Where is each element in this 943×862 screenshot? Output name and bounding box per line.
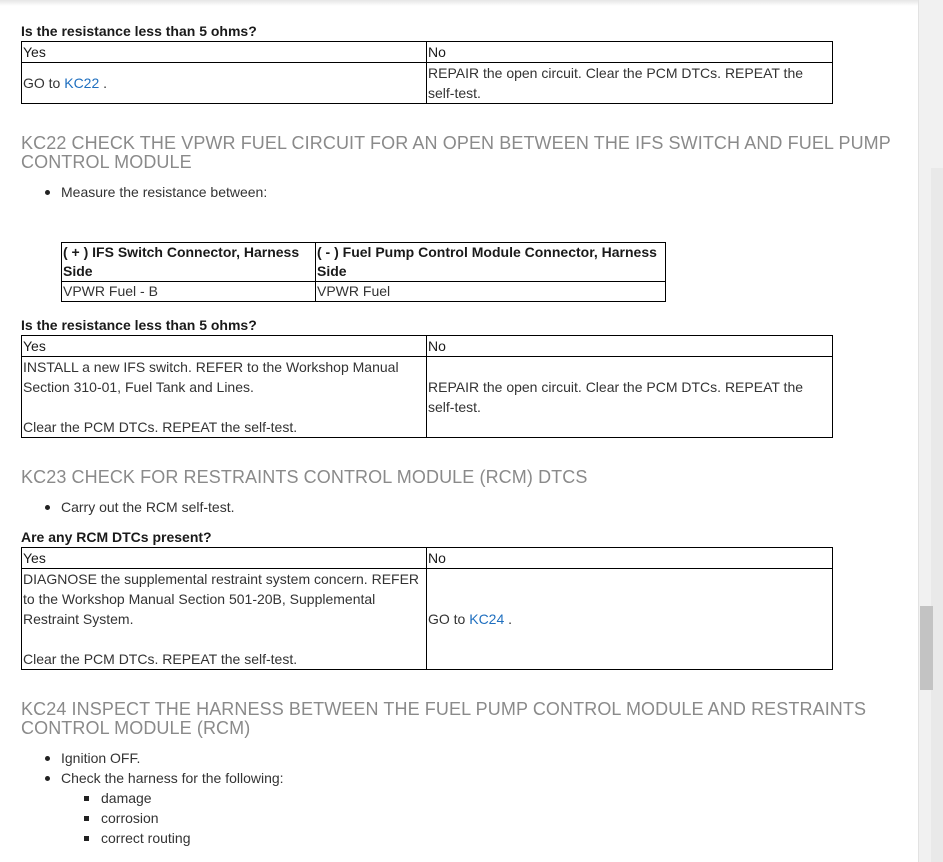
table-row	[22, 357, 833, 438]
no-header: No	[427, 548, 833, 569]
yes-cell	[22, 357, 427, 438]
kc23-bullets	[43, 497, 235, 517]
table-row	[62, 282, 666, 302]
meas-header-positive: ( + ) IFS Switch Connector, Harness Side	[62, 243, 316, 282]
meas-cell-negative: VPWR Fuel	[316, 282, 666, 302]
kc24-link[interactable]: KC24	[469, 611, 505, 627]
yes-text-line1: INSTALL a new IFS switch. REFER to the Workshop Manual Section 310-01, Fuel Tank and Lines.	[23, 359, 399, 395]
no-cell	[427, 569, 833, 670]
no-header: No	[427, 336, 833, 357]
table-header-row	[22, 336, 833, 357]
yes-no-table-q1	[21, 41, 833, 104]
kc24-bullets	[43, 748, 284, 848]
list-item	[43, 768, 284, 848]
no-cell: REPAIR the open circuit. Clear the PCM DTCs. REPEAT the self-test.	[427, 357, 833, 438]
meas-cell-positive: VPWR Fuel - B	[62, 282, 316, 302]
yes-after: .	[99, 75, 108, 91]
yes-header: Yes	[22, 336, 427, 357]
measurement-table	[61, 242, 666, 302]
question-kc23: Are any RCM DTCs present?	[21, 529, 212, 545]
table-row	[22, 569, 833, 670]
kc22-link[interactable]: KC22	[64, 75, 100, 91]
sub-list-item: damage	[83, 788, 284, 808]
question-q1: Is the resistance less than 5 ohms?	[21, 23, 257, 39]
no-text: GO to	[428, 611, 470, 627]
list-item: Carry out the RCM self-test.	[43, 497, 235, 517]
yes-text: GO to	[23, 75, 65, 91]
list-item: Measure the resistance between:	[43, 182, 267, 202]
yes-text-line2: Clear the PCM DTCs. REPEAT the self-test.	[23, 419, 298, 435]
table-row	[22, 63, 833, 104]
sub-list-item: corrosion	[83, 808, 284, 828]
section-title-kc22: KC22 CHECK THE VPWR FUEL CIRCUIT FOR AN OPEN BETWEEN THE IFS SWITCH AND FUEL PUMP CONTROL MODULE	[21, 133, 891, 172]
scrollbar-track[interactable]	[931, 168, 943, 862]
yes-no-table-kc23	[21, 547, 833, 670]
yes-cell	[22, 569, 427, 670]
no-after: .	[504, 611, 513, 627]
yes-text-line2: Clear the PCM DTCs. REPEAT the self-test.	[23, 651, 298, 667]
section-title-kc23: KC23 CHECK FOR RESTRAINTS CONTROL MODULE (RCM) DTCS	[21, 467, 588, 487]
question-kc22: Is the resistance less than 5 ohms?	[21, 317, 257, 333]
no-cell: REPAIR the open circuit. Clear the PCM DTCs. REPEAT the self-test.	[427, 63, 833, 104]
yes-no-table-kc22	[21, 335, 833, 438]
list-item: Ignition OFF.	[43, 748, 284, 768]
table-header-row	[22, 548, 833, 569]
section-title-kc24: KC24 INSPECT THE HARNESS BETWEEN THE FUEL PUMP CONTROL MODULE AND RESTRAINTS CONTROL MODULE (RCM)	[21, 699, 867, 738]
sub-list-item: correct routing	[83, 828, 284, 848]
yes-header: Yes	[22, 42, 427, 63]
no-header: No	[427, 42, 833, 63]
yes-cell	[22, 63, 427, 104]
yes-header: Yes	[22, 548, 427, 569]
table-header-row	[22, 42, 833, 63]
meas-header-negative: ( - ) Fuel Pump Control Module Connector, Harness Side	[316, 243, 666, 282]
yes-text-line1: DIAGNOSE the supplemental restraint system concern. REFER to the Workshop Manual Section 501-20B, Supplemental Restraint System.	[23, 571, 420, 627]
kc22-bullets	[43, 182, 267, 202]
sub-list	[61, 788, 284, 848]
list-item-label: Check the harness for the following:	[61, 770, 284, 786]
scrollbar-thumb[interactable]	[920, 606, 933, 690]
table-header-row	[62, 243, 666, 282]
